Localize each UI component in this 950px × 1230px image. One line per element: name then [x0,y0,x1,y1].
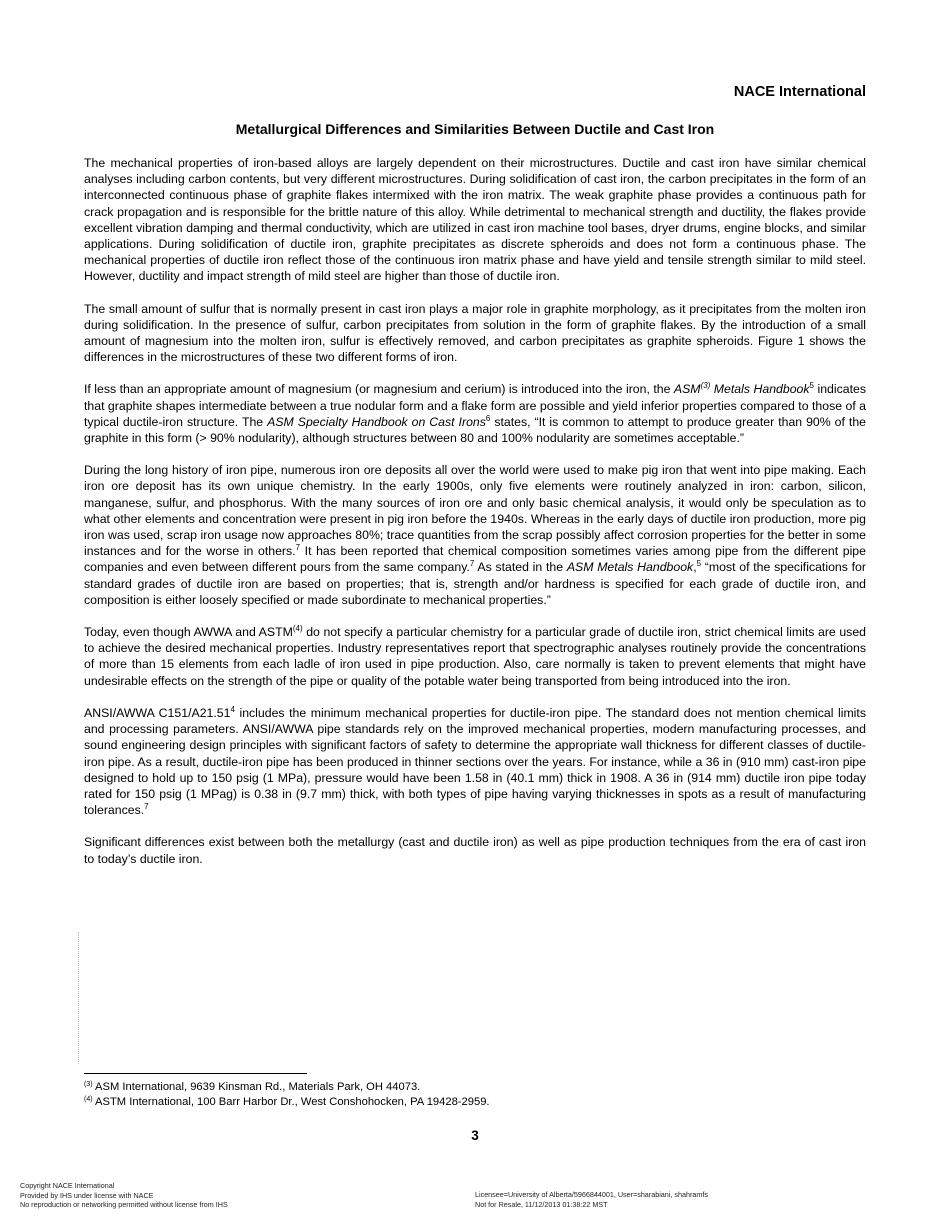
citation-title: ASM [673,382,701,397]
copyright-notice [20,1181,228,1210]
footnote-ref: (3) [700,381,711,391]
paragraph-5 [84,624,866,689]
paragraph-2: The small amount of sulfur that is normally present in cast iron plays a major role in graphite morphology, as it precipitates from the molten iron during solidification. In the presence of sulfur, carbon precipitates from solution in the form of graphite flakes. By the introduction of a small amount of magnesium into the molten iron, sulfur is effectively removed, and carbon precipitates as graphite spheroids. Figure 1 shows the differences in the microstructures of these two different forms of iron. [84,301,866,365]
footnote [84,1095,490,1110]
text-run: It has been reported that chemical composition sometimes varies among pipe from the different pipe companies and even between different pours from the same company. [84,544,866,575]
reference-number: 5 [809,381,814,391]
citation-title: ASM Metals Handbook [566,560,694,575]
body-text [84,155,866,883]
footnote-divider [84,1073,307,1074]
paragraph-7: Significant differences exist between both the metallurgy (cast and ductile iron) as well as pipe production techniques from the era of cast iron to today’s ductile iron. [84,835,866,866]
header-organization: NACE International [733,84,866,100]
legal-line: Licensee=University of Alberta/5966844001, User=sharabiani, shahramfs [475,1190,708,1199]
text-run: During the long history of iron pipe, numerous iron ore deposits all over the world were used to make pig iron that went into pipe making. Each iron ore deposit has its own unique chemistry. In the early 1900s, only five elements were routinely analyzed in iron: carbon, silicon, manganese, sulfur, and phosphorus. With the many sources of iron ore and only basic chemical analysis, it would only be speculation as to what other elements and concentration were present in pig iron before the 1940s. Whereas in the early days of ductile iron production, more pig iron was used, scrap iron usage now approaches 80%; trace quantities from the scrap possibly affect corrosion properties for the better in some instances and for the worse in others. [84,463,866,559]
reference-number: 7 [144,802,149,812]
text-run: As stated in the [474,560,567,575]
paragraph-4 [84,462,866,608]
footnote-text: ASM International, 9639 Kinsman Rd., Materials Park, OH 44073. [92,1081,421,1093]
reference-number: 6 [485,413,491,423]
footnote-text: ASTM International, 100 Barr Harbor Dr., West Conshohocken, PA 19428-2959. [92,1096,490,1108]
footnote-mark: (3) [84,1081,93,1088]
text-run: , [693,560,697,575]
reference-number: 7 [295,543,301,553]
text-run: If less than an appropriate amount of magnesium (or magnesium and cerium) is introduced into the iron, the [84,382,674,397]
paragraph-6 [84,705,866,818]
text-run: includes the minimum mechanical properties for ductile-iron pipe. The standard does not mention chemical limits and processing parameters. ANSI/AWWA pipe standards rely on the improved mechanical properties, modern manufacturing processes, and sound engineering design principles with significant factors of safety to determine the appropriate wall thickness for different classes of ductile-iron pipe. As a result, ductile-iron pipe has been produced in thinner sections over the years. For instance, while a 36 in (910 mm) cast-iron pipe designed to hold up to 150 psig (1 MPa), pressure would have been 1.58 in (40.1 mm) thick in 1908. A 36 in (914 mm) ductile iron pipe today rated for 150 psig (1 MPag) is 0.38 in (9.7 mm) thick, with both types of pipe having varying thicknesses in spots as a result of manufacturing tolerances. [84,705,866,818]
legal-line: Copyright NACE International [20,1181,115,1190]
legal-line: No reproduction or networking permitted without license from IHS [20,1200,228,1210]
citation-title: ASM Specialty Handbook on Cast Irons [267,414,486,429]
footnote [84,1080,490,1095]
paragraph-3 [84,381,866,446]
reference-number: 4 [230,704,235,714]
text-run: “most of the specifications for standard grades of ductile iron are based on properties; that is, strength and/or hardness is specified for each grade of ductile iron, and composition is either loosely specified or made subordinate to mechanical properties.” [84,560,866,607]
text-run: do not specify a particular chemistry for a particular grade of ductile iron, strict chemical limits are used to achieve the desired mechanical properties. Industry representatives report that spectrographic analyses routinely provide the concentrations of more than 15 elements from each ladle of iron used in pipe production. Also, care normally is taken to prevent elements that might have undesirable effects on the strength of the pipe or quality of the potable water being transported from being introduced into the iron. [84,625,866,688]
citation-title: Metals Handbook [710,382,810,397]
text-run: states, “It is common to attempt to produce greater than 90% of the graphite in this form (> 90% nodularity), although structures between 80 and 100% nodularity are sometimes acceptable.” [84,414,867,446]
footnotes [84,1080,490,1110]
footnote-ref: (4) [292,624,303,634]
reference-number: 5 [696,559,702,569]
document-title: Metallurgical Differences and Similarities Between Ductile and Cast Iron [235,121,715,137]
text-run: indicates that graphite shapes intermediate between a true nodular form and a flake form are possible and yield inferior properties compared to those of a typical ductile-iron structure. The [84,382,866,429]
text-run: Today, even though AWWA and ASTM [84,625,293,640]
legal-line: Provided by IHS under license with NACE [20,1190,154,1200]
legal-line: Not for Resale, 11/12/2013 01:38:22 MST [475,1199,608,1209]
footnote-mark: (4) [84,1096,93,1103]
license-notice [475,1190,708,1209]
text-run: ANSI/AWWA C151/A21.51 [84,705,231,720]
page-number: 3 [471,1128,479,1143]
reference-number: 7 [469,559,475,569]
paragraph-1: The mechanical properties of iron-based alloys are largely dependent on their microstructures. Ductile and cast iron have similar chemical analyses including carbon contents, but very different microstructures. During solidification of cast iron, the carbon precipitates in the form of an interconnected continuous phase of graphite flakes intermixed with the iron matrix. The weak graphite phase provides a continuous path for crack propagation and is responsible for the brittle nature of this alloy. While detrimental to mechanical strength and ductility, the flakes provide excellent vibration damping and thermal conductivity, which are utilized in cast iron machine tool bases, dryer drums, engine blocks, and similar applications. During solidification of ductile iron, graphite precipitates as discrete spheroids and does not form a continuous phase. The mechanical properties of ductile iron reflect those of the continuous iron matrix phase and have yield and tensile strength similar to mild steel. However, ductility and impact strength of mild steel are higher than those of ductile iron. [84,156,866,284]
margin-marker [78,932,79,1064]
